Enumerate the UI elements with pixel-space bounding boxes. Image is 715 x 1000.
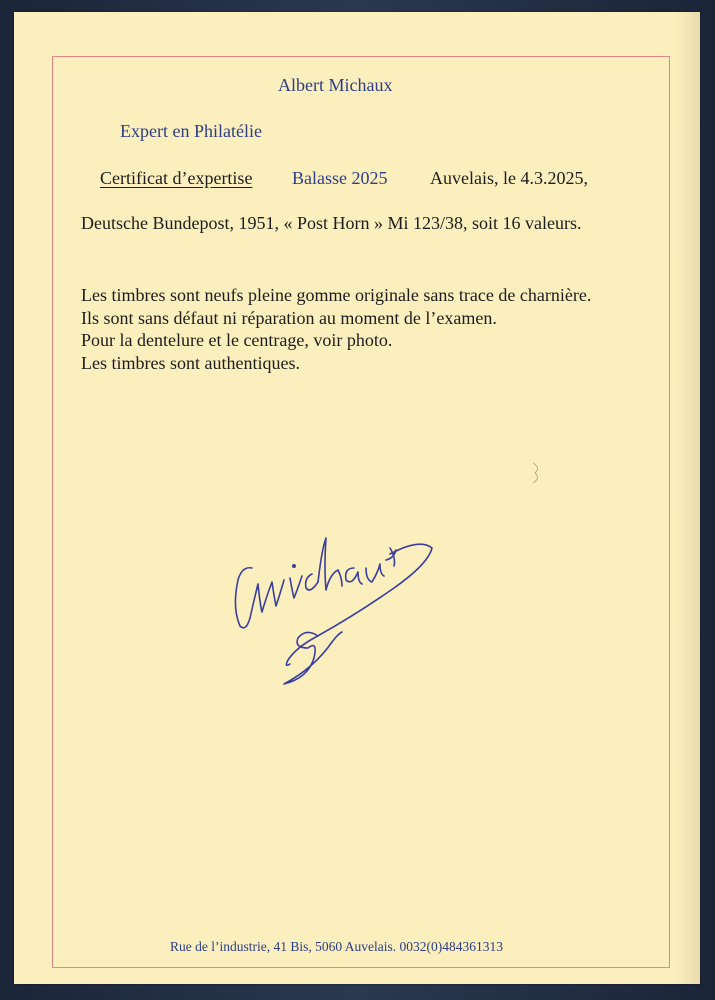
certificate-page	[14, 12, 700, 984]
expert-name: Albert Michaux	[278, 75, 393, 95]
certificate-number: Balasse 2025	[292, 168, 388, 188]
condition-line: Les timbres sont neufs pleine gomme originale sans trace de charnière.	[81, 285, 592, 305]
condition-statement	[81, 284, 651, 374]
condition-line: Pour la dentelure et le centrage, voir photo.	[81, 330, 393, 350]
handwritten-signature	[214, 508, 444, 698]
place-date: Auvelais, le 4.3.2025,	[430, 168, 588, 188]
condition-line: Ils sont sans défaut ni réparation au moment de l’examen.	[81, 307, 497, 328]
footer-address: Rue de l’industrie, 41 Bis, 5060 Auvelais. 0032(0)484361313	[170, 939, 503, 954]
paper-shadow	[674, 12, 700, 984]
condition-line: Les timbres sont authentiques.	[81, 352, 300, 373]
item-description: Deutsche Bundepost, 1951, « Post Horn » Mi 123/38, soit 16 valeurs.	[81, 213, 582, 233]
expert-title: Expert en Philatélie	[120, 121, 262, 141]
certificate-label: Certificat d’expertise	[100, 168, 253, 188]
pencil-mark	[529, 460, 545, 486]
